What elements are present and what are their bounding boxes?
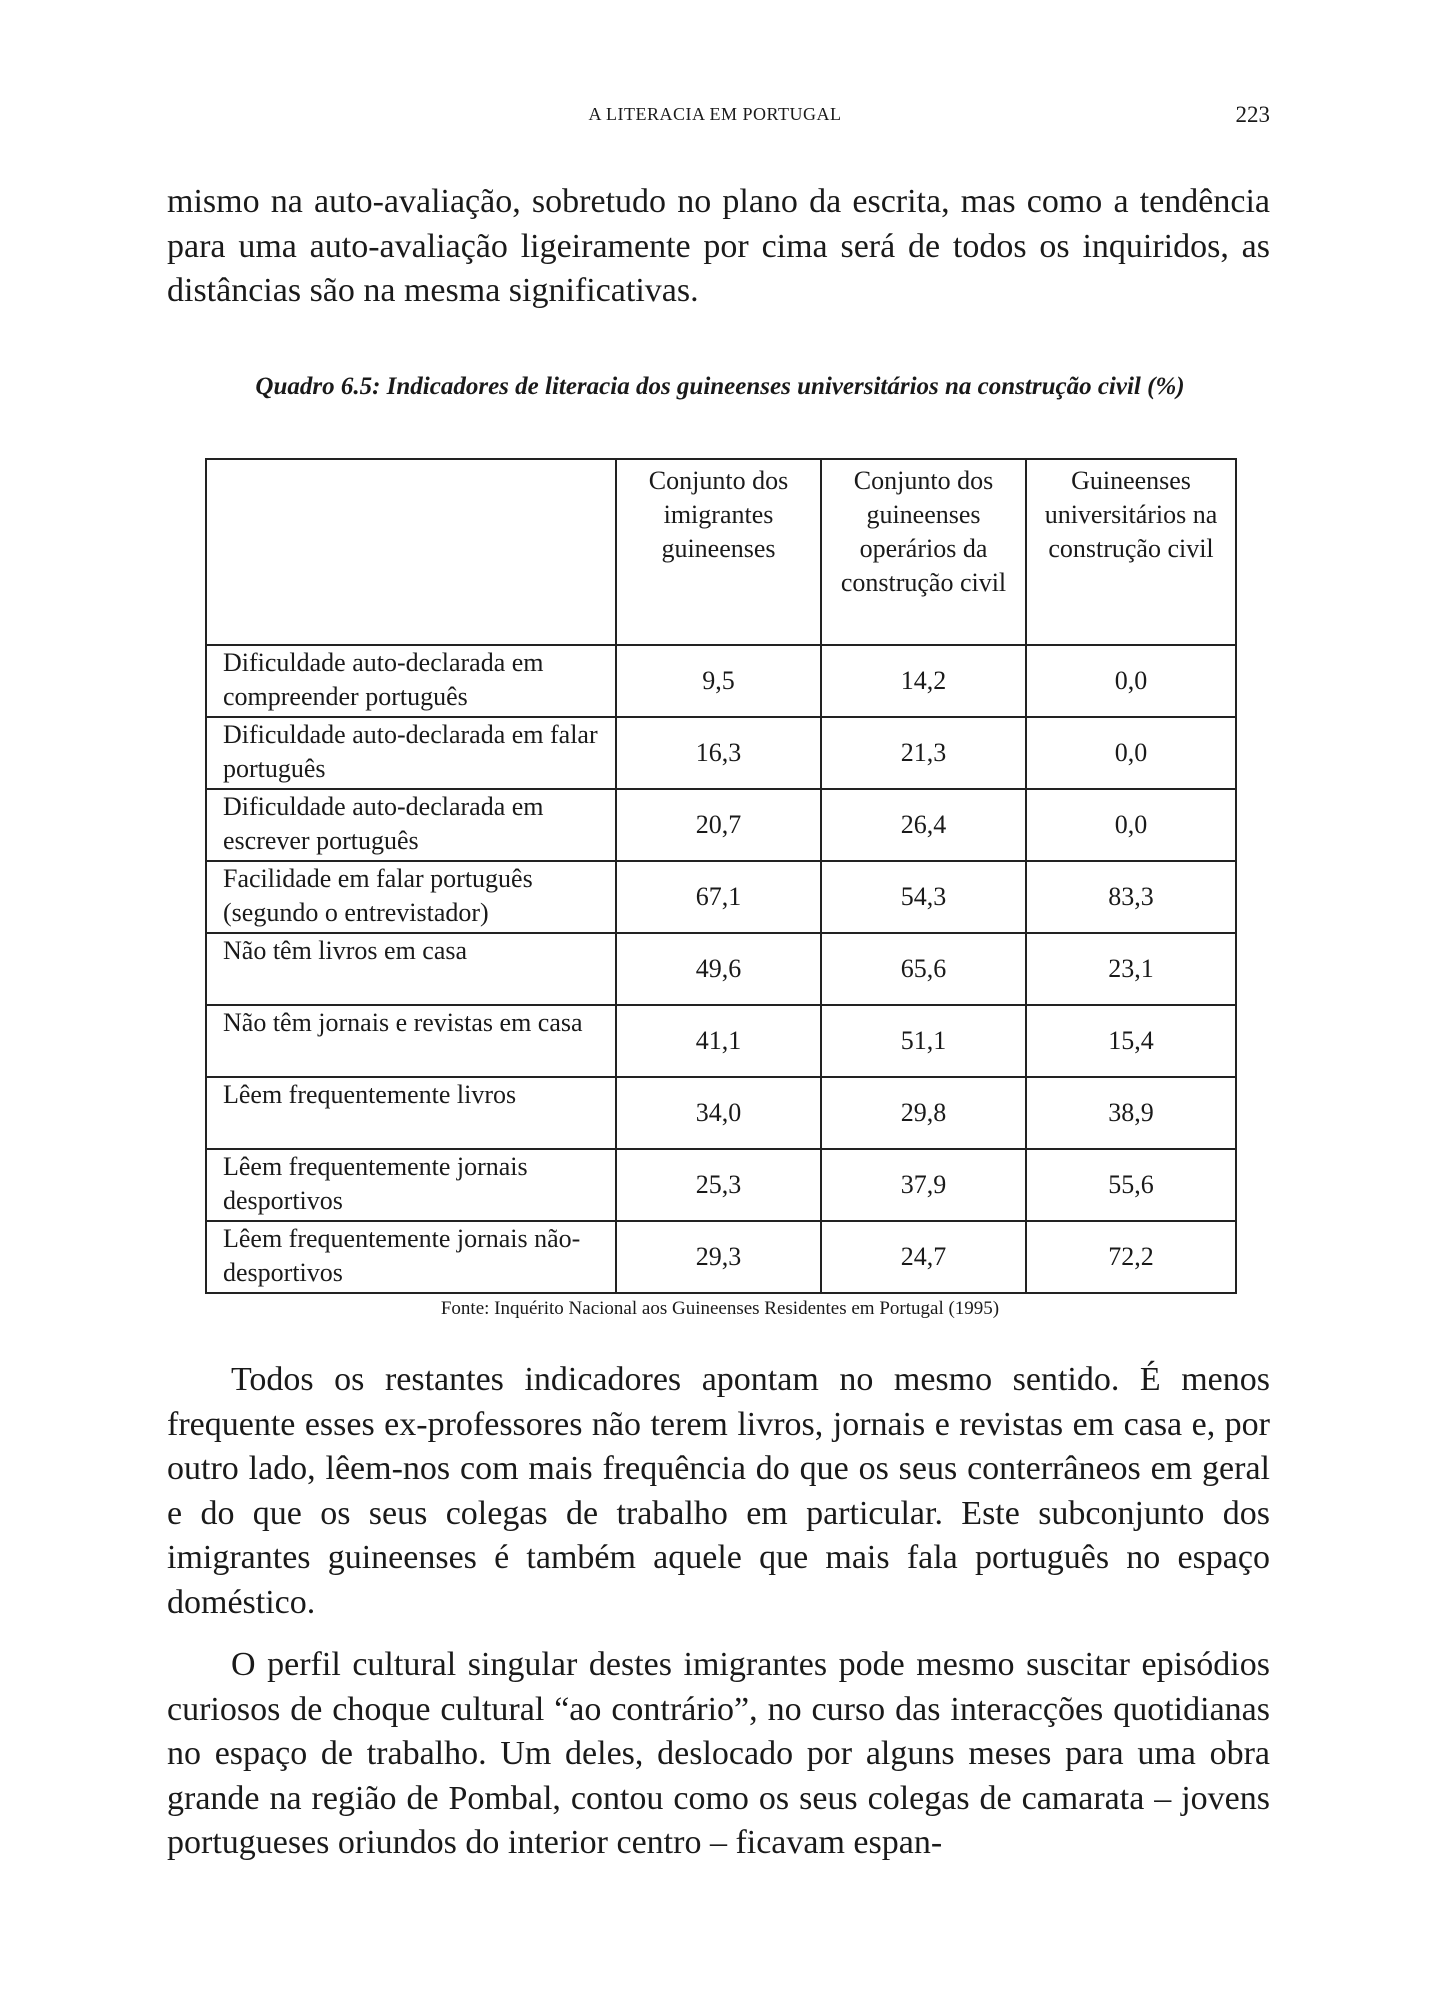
table-cell: 83,3 <box>1026 861 1236 933</box>
table-cell: 41,1 <box>616 1005 821 1077</box>
table-cell: 49,6 <box>616 933 821 1005</box>
page-number: 223 <box>1235 102 1270 127</box>
table-cell: 55,6 <box>1026 1149 1236 1221</box>
table-caption: Quadro 6.5: Indicadores de literacia dos guineenses universitários na construção civil (%) <box>255 373 1185 400</box>
table-row <box>206 1221 1236 1293</box>
paragraph-intro: mismo na auto-avaliação, sobretudo no plano da escrita, mas como a tendência para uma auto-avaliação ligeiramente por cima será de todos os inquiridos, as distâncias são na mesma significativas. <box>167 183 1270 309</box>
column-header-construction-workers: Conjunto dos guineenses operários da construção civil <box>821 459 1026 645</box>
table-cell: 0,0 <box>1026 789 1236 861</box>
paragraph-cultural-profile: O perfil cultural singular destes imigrantes pode mesmo suscitar episódios curiosos de choque cultural “ao contrário”, no curso das interacções quotidianas no espaço de trabalho. Um deles, deslocado por alguns meses para uma obra grande na região de Pombal, contou como os seus colegas de camarata – jovens portugueses oriundos do interior centro – ficavam espan- <box>167 1646 1270 1861</box>
table-cell: 65,6 <box>821 933 1026 1005</box>
column-header-all-immigrants: Conjunto dos imigrantes guineenses <box>616 459 821 645</box>
table-cell: 26,4 <box>821 789 1026 861</box>
table-cell: 72,2 <box>1026 1221 1236 1293</box>
table-row <box>206 1077 1236 1149</box>
row-label: Não têm livros em casa <box>206 933 616 1005</box>
table-cell: 34,0 <box>616 1077 821 1149</box>
row-label: Dificuldade auto-declarada em compreender português <box>206 645 616 717</box>
table-cell: 24,7 <box>821 1221 1026 1293</box>
row-label: Lêem frequentemente jornais desportivos <box>206 1149 616 1221</box>
row-label: Não têm jornais e revistas em casa <box>206 1005 616 1077</box>
column-header-empty <box>206 459 616 645</box>
table-row <box>206 1149 1236 1221</box>
running-title: A LITERACIA EM PORTUGAL <box>588 104 842 124</box>
paragraph-indicators: Todos os restantes indicadores apontam no mesmo sentido. É menos frequente esses ex-professores não terem livros, jornais e revistas em casa e, por outro lado, lêem-nos com mais frequência do que os seus conterrâneos em geral e do que os seus colegas de trabalho em particular. Este subconjunto dos imigrantes guineenses é também aquele que mais fala português no espaço doméstico. <box>167 1361 1270 1621</box>
row-label: Lêem frequentemente jornais não-desportivos <box>206 1221 616 1293</box>
table-cell: 15,4 <box>1026 1005 1236 1077</box>
table-cell: 9,5 <box>616 645 821 717</box>
table-cell: 29,8 <box>821 1077 1026 1149</box>
table-cell: 0,0 <box>1026 645 1236 717</box>
table-cell: 54,3 <box>821 861 1026 933</box>
table-cell: 67,1 <box>616 861 821 933</box>
table-row <box>206 645 1236 717</box>
row-label: Facilidade em falar português (segundo o entrevistador) <box>206 861 616 933</box>
table-cell: 14,2 <box>821 645 1026 717</box>
table-cell: 23,1 <box>1026 933 1236 1005</box>
literacy-indicators-table <box>205 458 1237 1294</box>
table-row <box>206 933 1236 1005</box>
column-header-university-graduates: Guineenses universitários na construção civil <box>1026 459 1236 645</box>
table-row <box>206 861 1236 933</box>
table-cell: 21,3 <box>821 717 1026 789</box>
running-header <box>160 102 1270 132</box>
table-header-row <box>206 459 1236 645</box>
table-row <box>206 1005 1236 1077</box>
table-cell: 38,9 <box>1026 1077 1236 1149</box>
row-label: Lêem frequentemente livros <box>206 1077 616 1149</box>
table-cell: 25,3 <box>616 1149 821 1221</box>
table-source-note: Fonte: Inquérito Nacional aos Guineenses Residentes em Portugal (1995) <box>440 1298 1000 1319</box>
table-row <box>206 789 1236 861</box>
table-cell: 16,3 <box>616 717 821 789</box>
table-cell: 29,3 <box>616 1221 821 1293</box>
table-cell: 37,9 <box>821 1149 1026 1221</box>
table-cell: 20,7 <box>616 789 821 861</box>
row-label: Dificuldade auto-declarada em escrever português <box>206 789 616 861</box>
table-row <box>206 717 1236 789</box>
row-label: Dificuldade auto-declarada em falar português <box>206 717 616 789</box>
table-cell: 51,1 <box>821 1005 1026 1077</box>
table-cell: 0,0 <box>1026 717 1236 789</box>
